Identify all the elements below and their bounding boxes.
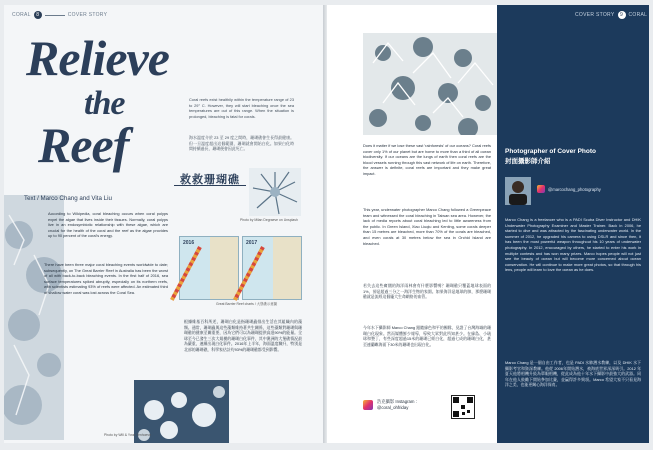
divider	[45, 15, 65, 16]
photographer-sidebar	[497, 5, 649, 443]
map-2016	[179, 236, 239, 300]
body-english-1: According to Wikipedia, coral bleaching occurs when coral polyps expel the algae that lives inside their tissues. Normally, coral polyps live in an endosymbiotic relationship with these algae, which are crucial for the health of the coral and the reef as the algae provides up to 90 percent of the coral's energy.	[48, 211, 168, 239]
sidebar-bio-zh: Marco Chang 是一個自由工作者，也是 PADI 水肺潛水教練，以及 DHIK 水下攝影考官和資深教練。他從 2006年開始潛水，被海底世界深深吸引。2012 年夏天他將相機升級為單眼相機，從此成為他十年水下攝影中最強大的武器。同年在他人鼓勵下開始參加比賽，並贏得許多獎項。Marco 希望大家不只看見海洋之美，也能更關心海洋保育。	[505, 360, 641, 388]
byline: Text / Marco Chang and Vita Liu	[24, 195, 112, 202]
map-land	[273, 237, 301, 299]
body-chinese-2: 若失去這些廣闊的海洋雨林會有什麼影響嗎？珊瑚礁只覆蓋地球表面的1%，卻是超過三分之一海洋生物的家園。如果海洋是地球的肺，那麼珊瑚礁就是流經這個龐大生命網絡的血管。	[363, 283, 491, 300]
body-chinese-3: 今年水下攝影師 Marco Chang 跟隨綠色和平的團隊，見證了台灣海域的珊瑚白化現象。然而媒體鮮少報導，導致大眾對此所知甚少。在綠島、小琉球和墾丁，有些深度超過15米的珊瑚已經白化，超過七成的珊瑚白化，甚至連蘭嶼海面下30米的珊瑚也出現白化。	[363, 325, 491, 347]
coral-photo-top	[249, 168, 301, 216]
page-number: 8	[34, 11, 42, 19]
photographer-instagram[interactable]	[537, 185, 601, 193]
instagram-icon	[537, 185, 545, 193]
map-land	[210, 237, 238, 299]
sidebar-heading-zh: 封面攝影師介紹	[505, 158, 551, 165]
photographer-portrait	[505, 177, 531, 205]
intro-english: Coral reefs exist healthily within the temperature range of 23 to 29° C. However, they will start bleaching once the sea temperatures are out of this range. When the situation is prolonged, bleaching is fatal for corals.	[189, 97, 294, 119]
left-page	[4, 5, 324, 443]
chinese-title: 救救珊瑚礁	[180, 174, 240, 186]
instagram-credit	[363, 399, 417, 411]
photo-credit-top: Photo by Milan Degraeve on Unsplash	[240, 218, 298, 222]
qr-code[interactable]	[451, 395, 475, 419]
running-head-right	[575, 11, 647, 19]
instagram-handle: @marcochang_photography	[548, 186, 601, 192]
body-chinese: 根據維基百科所述，珊瑚白化是指珊瑚蟲排出生活在其組織內的藻類。通常，珊瑚蟲與這些藻類維持著共生關係，這些藻類對珊瑚與珊瑚礁的健康至關重要，因為它們可以為珊瑚提供高達90%的能量。全球至今已發生三次大規模的珊瑚白化事件，其中澳洲的大堡礁情況最為嚴重，連續出現白化事件。2016年上半年，海面溫度驟升，特別是北部的珊瑚礁，科學家估計約93%的珊瑚礁都受到影響。	[184, 319, 302, 352]
photo-credit-bottom: Photo by Will & Yvon Tenhoeve	[104, 433, 151, 437]
map-label-2016: 2016	[183, 240, 195, 246]
social-line-2: @coral_ohfriday	[377, 405, 409, 410]
sidebar-bio-en: Marco Chang is a freelancer who is a PADI Scuba Diver Instructor and DHIK Underwater Photography Examiner and Master Trainer. Back in 2006, he started to dive and was attracted by the fascinating underwater world. In the summer of 2012, he upgraded his camera to using DSLR and since then, it has been the most powerful weapon throughout his 10 years of underwater photography. In 2012, encouraged by others, he started to enter his work in multiple contests and has won many prizes. Marco hopes people will not just see the beauty of ocean but will become more concerned about ocean conservation. He will continue to make more great photos, so that through his lens, people will learn to love the ocean as he does.	[505, 217, 641, 273]
title-line-1: Relieve	[26, 30, 169, 86]
running-head-sub: CORAL	[12, 12, 31, 18]
body-english-4: This year, underwater photographer Marco Chang followed a Greenpeace team and witnessed the coral bleaching in Taiwan sea area. However, the lack of media reports about coral bleaching led to little awareness from the public. In Green Island, Xiao Liuqiu and Kenting, some corals deeper than 15 metres are bleached, more than 70% of the corals are bleached, and even corals at 30 metres below the sea in Orchid Island are bleached.	[363, 207, 491, 246]
intro-chinese: 海水溫度介於 23 至 29 度之間時，珊瑚礁會生長得最健康。但一旦溫度超出這個範圍，珊瑚就會開始白化。如果白化時間持續過長，珊瑚便會因此死亡。	[189, 135, 294, 152]
sidebar-heading-en: Photographer of Cover Photo	[505, 148, 596, 155]
social-line-1: 浩克攝影 Instagram :	[377, 399, 417, 404]
map-label-2017: 2017	[246, 240, 258, 246]
body-english-3: Does it matter if we lose these vast 'rainforests' of our oceans? Coral reefs cover only 1% of our planet but are home to more than a third of all ocean biodiversity. If our oceans are the lungs of earth then coral reefs are the blood vessels running through this vast network of life on earth. Therefore, the answer is definite, coral reefs are important and they make great impact.	[363, 143, 491, 176]
map-caption: Great Barrier Reef charts / 大堡礁示意圖	[216, 302, 278, 306]
body-english-2: There have been three major coral bleaching events worldwide to date; subsequently, on The Great Barrier Reef in Australia has been the worst of all with back-to-back bleaching events. In the first half of 2016, sea surface temperatures spiked abruptly, especially on its northern reefs, with scientists estimating 93% of reefs were affected. An estimated third of shallow water coral was lost across the Coral Sea.	[44, 262, 168, 295]
running-head-left	[12, 11, 107, 19]
running-head-title: COVER STORY	[67, 12, 108, 18]
map-bleaching-line	[170, 246, 202, 301]
coral-photo-bleached	[363, 33, 497, 135]
instagram-icon	[363, 400, 373, 410]
running-head-title: COVER STORY	[575, 12, 615, 18]
title-line-2: the	[84, 85, 125, 122]
page-number: 9	[618, 11, 626, 19]
map-2017	[242, 236, 302, 300]
title-line-3: Reef	[38, 117, 129, 173]
right-page	[327, 5, 649, 443]
running-head-sub: CORAL	[628, 12, 648, 18]
